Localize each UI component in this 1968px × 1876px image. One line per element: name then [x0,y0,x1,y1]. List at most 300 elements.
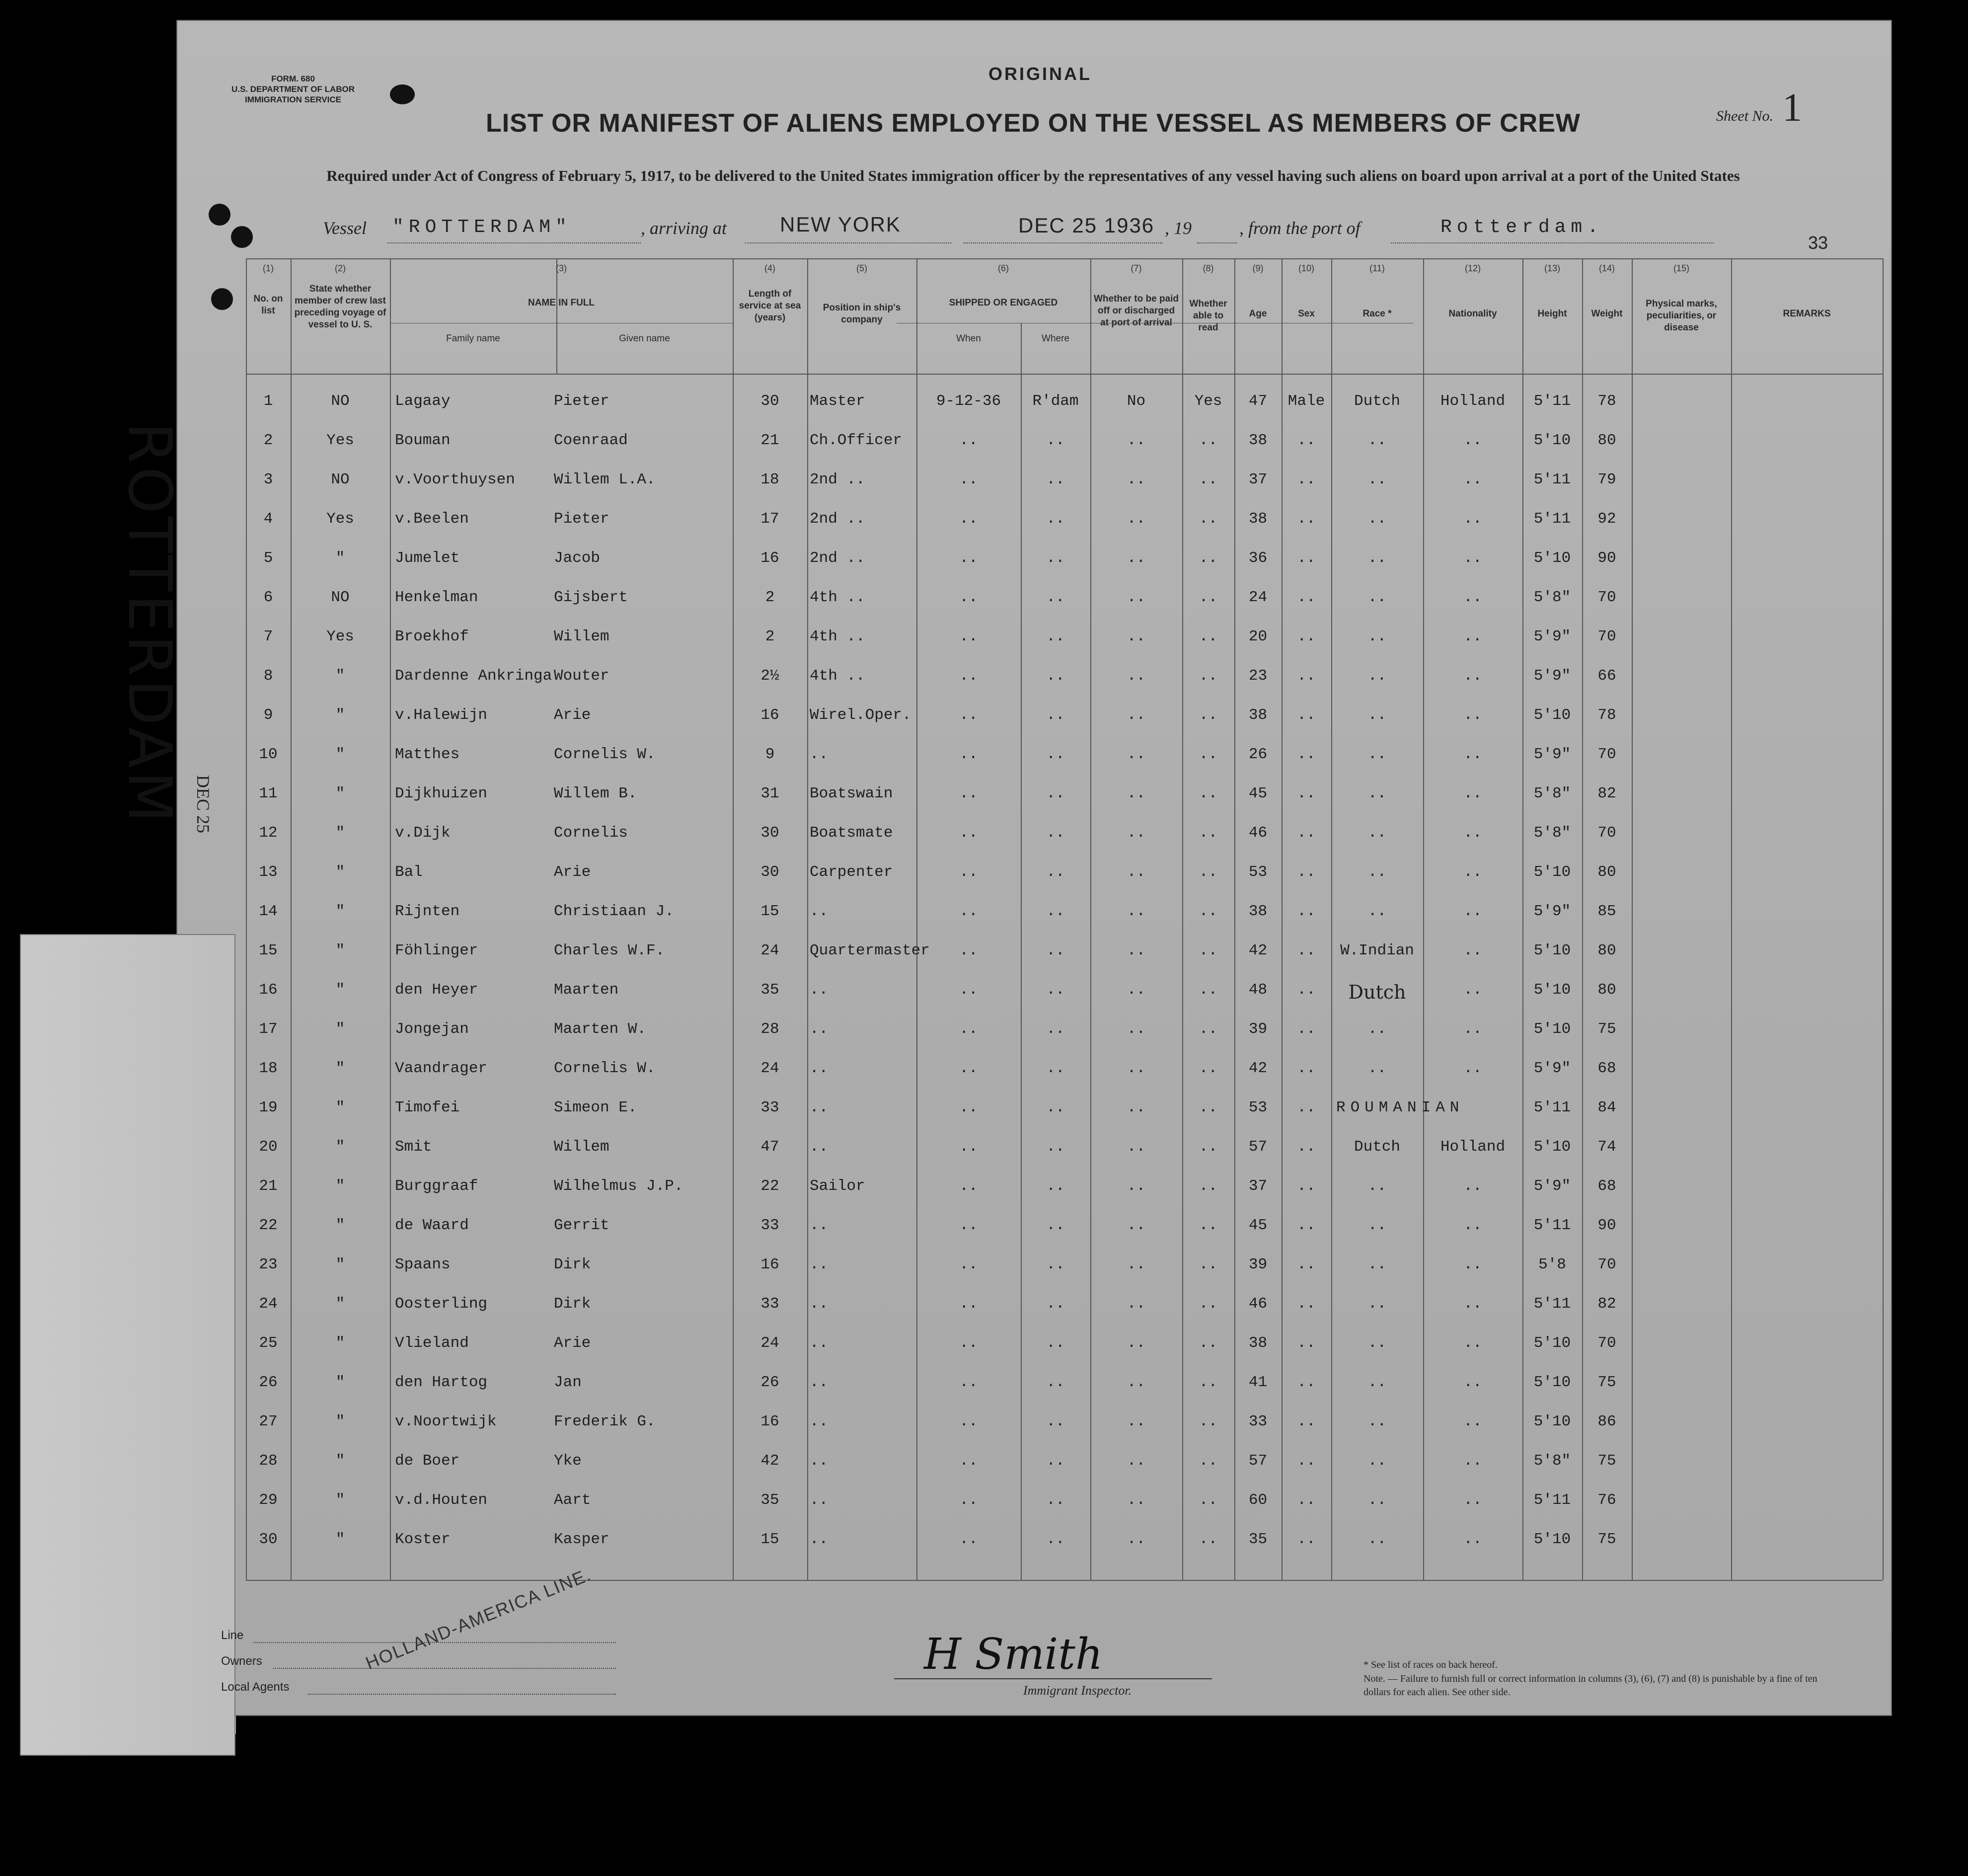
cell-age: 45 [1248,1217,1268,1234]
year-label: , 19 [1165,218,1192,238]
cell-wt: 68 [1597,1177,1616,1195]
cell-given: Maarten W. [554,1020,647,1038]
cell-nat: .. [1463,1491,1482,1509]
cell-svc: 28 [760,1020,779,1038]
cell-read: .. [1199,1334,1218,1352]
cell-read: .. [1199,667,1218,685]
cell-paid: .. [1127,1138,1146,1156]
cell-sex: .. [1297,903,1316,920]
col-number: (12) [1464,263,1481,273]
cell-given: Cornelis W. [554,1060,656,1077]
cell-family: Vlieland [395,1334,469,1352]
cell-no: 18 [259,1060,278,1077]
col-number: (1) [263,263,274,273]
cell-family: Broekhof [395,628,469,645]
cell-race: .. [1367,667,1387,685]
cell-wt: 79 [1597,471,1616,488]
cell-prev: " [335,1138,345,1156]
cell-family: Lagaay [395,392,451,410]
cell-prev: " [335,1217,345,1234]
cell-paid: .. [1127,1217,1146,1234]
cell-when: .. [959,1020,978,1038]
cell-sex: .. [1297,1020,1316,1038]
cell-race: .. [1367,628,1387,645]
cell-wt: 70 [1597,824,1616,842]
cell-sex: .. [1297,746,1316,763]
cell-no: 8 [263,667,273,685]
cell-pos: 2nd .. [810,471,865,488]
cell-given: Cornelis W. [554,746,656,763]
cell-paid: .. [1127,628,1146,645]
col-number: (8) [1203,263,1214,273]
cell-wt: 76 [1597,1491,1616,1509]
cell-paid: .. [1127,510,1146,528]
cell-pos: .. [810,1452,829,1470]
cell-wt: 82 [1597,1295,1616,1313]
cell-wt: 70 [1597,1256,1616,1273]
cell-given: Frederik G. [554,1413,656,1430]
cell-read: .. [1199,746,1218,763]
punch-hole [209,204,230,226]
cell-family: Bal [395,863,423,881]
cell-pos: Quartermaster [810,942,930,959]
cell-race: .. [1367,1177,1387,1195]
cell-nat: .. [1463,1177,1482,1195]
folded-flap [20,934,235,1756]
cell-where: .. [1046,863,1065,881]
cell-read: .. [1199,1531,1218,1548]
cell-nat: .. [1463,549,1482,567]
cell-paid: .. [1127,1452,1146,1470]
col-prev-voyage: State whether member of crew last preceding voyage of vessel to U. S. [294,284,386,330]
col-number: (6) [998,263,1009,273]
cell-prev: " [335,1334,345,1352]
cell-given: Wouter [554,667,609,685]
cell-prev: " [335,1020,345,1038]
cell-wt: 66 [1597,667,1616,685]
cell-wt: 70 [1597,628,1616,645]
cell-family: Koster [395,1531,451,1548]
cell-age: 46 [1248,824,1268,842]
cell-when: .. [959,746,978,763]
cell-race: .. [1367,1531,1387,1548]
cell-read: Yes [1194,392,1222,410]
cell-svc: 16 [760,549,779,567]
cell-paid: .. [1127,903,1146,920]
cell-family: Spaans [395,1256,451,1273]
cell-when: .. [959,1413,978,1430]
cell-sex: .. [1297,1374,1316,1391]
cell-pos: 4th .. [810,628,865,645]
cell-prev: NO [331,589,350,606]
cell-svc: 17 [760,510,779,528]
cell-age: 38 [1248,706,1268,724]
cell-race: .. [1367,706,1387,724]
cell-nat: .. [1463,706,1482,724]
cell-prev: " [335,903,345,920]
cell-svc: 26 [760,1374,779,1391]
cell-no: 9 [263,706,273,724]
cell-pos: .. [810,981,829,999]
cell-when: .. [959,824,978,842]
col-number: (5) [856,263,867,273]
cell-read: .. [1199,1217,1218,1234]
col-number: (11) [1369,263,1385,273]
cell-race: ROUMANIAN [1336,1099,1464,1116]
cell-when: .. [959,1138,978,1156]
cell-prev: " [335,549,345,567]
cell-no: 29 [259,1491,278,1509]
cell-svc: 42 [760,1452,779,1470]
cell-no: 7 [263,628,273,645]
cell-where: .. [1046,1138,1065,1156]
cell-pos: 2nd .. [810,510,865,528]
cell-where: .. [1046,824,1065,842]
cell-race: Dutch [1354,1138,1400,1156]
cell-svc: 2 [765,628,775,645]
cell-pos: 4th .. [810,589,865,606]
cell-where: .. [1046,667,1065,685]
cell-read: .. [1199,1099,1218,1116]
col-number: (10) [1298,263,1314,273]
cell-read: .. [1199,1020,1218,1038]
cell-pos: .. [810,1334,829,1352]
cell-sex: .. [1297,1099,1316,1116]
cell-given: Willem L.A. [554,471,656,488]
cell-where: .. [1046,628,1065,645]
cell-nat: .. [1463,1374,1482,1391]
cell-family: Oosterling [395,1295,488,1313]
cell-pos: .. [810,1060,829,1077]
cell-when: .. [959,863,978,881]
col-position: Position in ship's company [823,303,901,325]
cell-prev: " [335,746,345,763]
cell-where: .. [1046,432,1065,449]
cell-age: 20 [1248,628,1268,645]
cell-ht: 5'8" [1533,824,1571,842]
cell-prev: " [335,824,345,842]
cell-read: .. [1199,1177,1218,1195]
col-number: (7) [1131,263,1142,273]
cell-when: .. [959,981,978,999]
cell-where: .. [1046,471,1065,488]
cell-no: 5 [263,549,273,567]
cell-when: .. [959,471,978,488]
col-number: (15) [1673,263,1689,273]
cell-wt: 75 [1597,1531,1616,1548]
cell-no: 23 [259,1256,278,1273]
cell-ht: 5'10 [1533,1374,1571,1391]
cell-svc: 33 [760,1295,779,1313]
cell-given: Coenraad [554,432,628,449]
cell-race: .. [1367,1217,1387,1234]
cell-age: 33 [1248,1413,1268,1430]
cell-race: .. [1367,471,1387,488]
cell-age: 38 [1248,510,1268,528]
col-number: (14) [1598,263,1615,273]
cell-nat: .. [1463,510,1482,528]
cell-nat: .. [1463,628,1482,645]
arrival-date-stamp: DEC 25 1936 [1018,214,1155,237]
cell-where: .. [1046,1256,1065,1273]
cell-when: .. [959,1177,978,1195]
cell-svc: 16 [760,706,779,724]
cell-paid: .. [1127,1531,1146,1548]
cell-where: .. [1046,1099,1065,1116]
cell-wt: 78 [1597,392,1616,410]
cell-nat: .. [1463,1452,1482,1470]
cell-where: .. [1046,746,1065,763]
cell-svc: 24 [760,1334,779,1352]
cell-family: Henkelman [395,589,478,606]
cell-wt: 78 [1597,706,1616,724]
cell-svc: 22 [760,1177,779,1195]
cell-no: 4 [263,510,273,528]
cell-sex: .. [1297,1177,1316,1195]
cell-when: .. [959,1334,978,1352]
cell-age: 45 [1248,785,1268,802]
cell-svc: 35 [760,981,779,999]
cell-age: 41 [1248,1374,1268,1391]
form-identifier [211,74,375,105]
cell-sex: .. [1297,981,1316,999]
cell-nat: .. [1463,1413,1482,1430]
cell-ht: 5'10 [1533,981,1571,999]
cell-wt: 82 [1597,785,1616,802]
cell-sex: .. [1297,628,1316,645]
col-able-to-read: Whether able to read [1189,299,1227,333]
cell-no: 25 [259,1334,278,1352]
cell-pos: Master [810,392,865,410]
col-physical-marks: Physical marks, peculiarities, or disease [1646,299,1717,333]
cell-nat: .. [1463,1295,1482,1313]
col-height: Height [1537,309,1567,319]
cell-wt: 70 [1597,746,1616,763]
sheet-number-value: 1 [1782,86,1802,130]
original-stamp: ORIGINAL [988,64,1092,84]
cell-no: 10 [259,746,278,763]
cell-svc: 16 [760,1256,779,1273]
cell-read: .. [1199,1138,1218,1156]
cell-age: 36 [1248,549,1268,567]
cell-family: de Boer [395,1452,460,1470]
cell-sex: .. [1297,1531,1316,1548]
cell-paid: .. [1127,667,1146,685]
cell-ht: 5'11 [1533,1491,1571,1509]
cell-svc: 31 [760,785,779,802]
cell-race: W.Indian [1340,942,1414,959]
cell-wt: 75 [1597,1452,1616,1470]
cell-where: .. [1046,942,1065,959]
cell-svc: 15 [760,1531,779,1548]
cell-ht: 5'10 [1533,1531,1571,1548]
cell-ht: 5'8" [1533,589,1571,606]
cell-wt: 74 [1597,1138,1616,1156]
cell-no: 30 [259,1531,278,1548]
cell-read: .. [1199,1413,1218,1430]
cell-race: .. [1367,589,1387,606]
cell-wt: 80 [1597,863,1616,881]
cell-when: .. [959,510,978,528]
line-label: Line [221,1629,244,1642]
cell-read: .. [1199,785,1218,802]
cell-given: Kasper [554,1531,609,1548]
cell-read: .. [1199,628,1218,645]
cell-ht: 5'9" [1533,903,1571,920]
col-family-name: Family name [446,333,500,344]
cell-nat: .. [1463,746,1482,763]
cell-ht: 5'10 [1533,1138,1571,1156]
cell-race: .. [1367,1060,1387,1077]
cell-age: 53 [1248,1099,1268,1116]
cell-pos: Boatsmate [810,824,893,842]
col-nationality: Nationality [1448,309,1497,319]
cell-nat: .. [1463,1217,1482,1234]
cell-family: Dardenne Ankringa [395,667,552,685]
cell-age: 57 [1248,1138,1268,1156]
cell-ht: 5'8 [1538,1256,1566,1273]
arrival-port: NEW YORK [780,213,901,236]
cell-prev: " [335,863,345,881]
cell-given: Wilhelmus J.P. [554,1177,683,1195]
cell-ht: 5'8" [1533,785,1571,802]
cell-svc: 30 [760,863,779,881]
cell-paid: .. [1127,1020,1146,1038]
cell-svc: 47 [760,1138,779,1156]
cell-age: 38 [1248,1334,1268,1352]
cell-family: Matthes [395,746,460,763]
cell-race: .. [1367,746,1387,763]
cell-nat: .. [1463,1060,1482,1077]
cell-where: .. [1046,981,1065,999]
cell-race: .. [1367,1374,1387,1391]
cell-when: .. [959,1256,978,1273]
cell-prev: " [335,1256,345,1273]
cell-sex: .. [1297,1452,1316,1470]
cell-family: v.Dijk [395,824,451,842]
cell-wt: 70 [1597,589,1616,606]
vessel-label: Vessel [323,218,367,238]
cell-age: 38 [1248,903,1268,920]
cell-no: 14 [259,903,278,920]
cell-paid: .. [1127,432,1146,449]
cell-svc: 24 [760,1060,779,1077]
col-name-in-full: NAME IN FULL [528,298,595,308]
cell-ht: 5'10 [1533,1020,1571,1038]
cell-svc: 30 [760,392,779,410]
cell-no: 19 [259,1099,278,1116]
cell-age: 39 [1248,1020,1268,1038]
cell-pos: .. [810,1138,829,1156]
cell-where: .. [1046,1060,1065,1077]
inspector-signature: H Smith [924,1630,1103,1679]
cell-family: v.Beelen [395,510,469,528]
cell-ht: 5'9" [1533,628,1571,645]
col-shipped-engaged: SHIPPED OR ENGAGED [949,298,1058,308]
cell-sex: .. [1297,1334,1316,1352]
cell-family: Vaandrager [395,1060,488,1077]
cell-paid: .. [1127,863,1146,881]
cell-given: Arie [554,863,591,881]
cell-no: 12 [259,824,278,842]
cell-age: 48 [1248,981,1268,999]
cell-sex: .. [1297,510,1316,528]
cell-age: 53 [1248,863,1268,881]
cell-svc: 18 [760,471,779,488]
cell-nat: .. [1463,1531,1482,1548]
service-name: IMMIGRATION SERVICE [245,95,341,104]
col-number: (3) [556,263,567,273]
form-number: FORM. 680 [271,74,315,83]
cell-wt: 80 [1597,981,1616,999]
cell-no: 16 [259,981,278,999]
punch-hole [231,226,253,248]
cell-prev: NO [331,392,350,410]
cell-when: .. [959,1060,978,1077]
cell-no: 13 [259,863,278,881]
cell-age: 26 [1248,746,1268,763]
owners-label: Owners [221,1654,262,1668]
cell-prev: " [335,1295,345,1313]
cell-age: 57 [1248,1452,1268,1470]
cell-race: .. [1367,549,1387,567]
cell-prev: " [335,1413,345,1430]
cell-svc: 33 [760,1217,779,1234]
cell-pos: 4th .. [810,667,865,685]
cell-when: .. [959,628,978,645]
cell-family: Bouman [395,432,451,449]
col-length-service: Length of service at sea (years) [739,289,801,323]
cell-where: .. [1046,1020,1065,1038]
cell-no: 2 [263,432,273,449]
sequence-code: 33 [1808,233,1828,253]
cell-when: .. [959,1099,978,1116]
departure-port: Rotterdam. [1440,217,1604,238]
cell-wt: 85 [1597,903,1616,920]
col-number: (4) [764,263,775,273]
cell-paid: .. [1127,1374,1146,1391]
cell-given: Gerrit [554,1217,609,1234]
cell-ht: 5'11 [1533,1217,1571,1234]
cell-given: Dirk [554,1295,591,1313]
cell-paid: No [1127,392,1146,410]
cell-pos: 2nd .. [810,549,865,567]
races-note: * See list of races on back hereof. [1363,1659,1498,1670]
cell-race: .. [1367,785,1387,802]
cell-age: 24 [1248,589,1268,606]
cell-sex: .. [1297,824,1316,842]
cell-no: 21 [259,1177,278,1195]
cell-paid: .. [1127,1491,1146,1509]
cell-ht: 5'10 [1533,1334,1571,1352]
cell-pos: .. [810,746,829,763]
cell-pos: Sailor [810,1177,865,1195]
cell-read: .. [1199,824,1218,842]
cell-family: den Heyer [395,981,478,999]
cell-family: v.Voorthuysen [395,471,515,488]
cell-when: .. [959,706,978,724]
inspector-label: Immigrant Inspector. [1023,1683,1132,1698]
penalty-note: Note. — Failure to furnish full or correct information in columns (3), (6), (7) and (8) is punishable by a fine of ten dollars for each alien. See other side. [1363,1673,1817,1698]
col-race: Race * [1362,309,1392,319]
cell-prev: " [335,942,345,959]
cell-race: .. [1367,1295,1387,1313]
cell-where: R'dam [1032,392,1079,410]
cell-svc: 33 [760,1099,779,1116]
cell-paid: .. [1127,549,1146,567]
cell-given: Dirk [554,1256,591,1273]
cell-sex: .. [1297,863,1316,881]
